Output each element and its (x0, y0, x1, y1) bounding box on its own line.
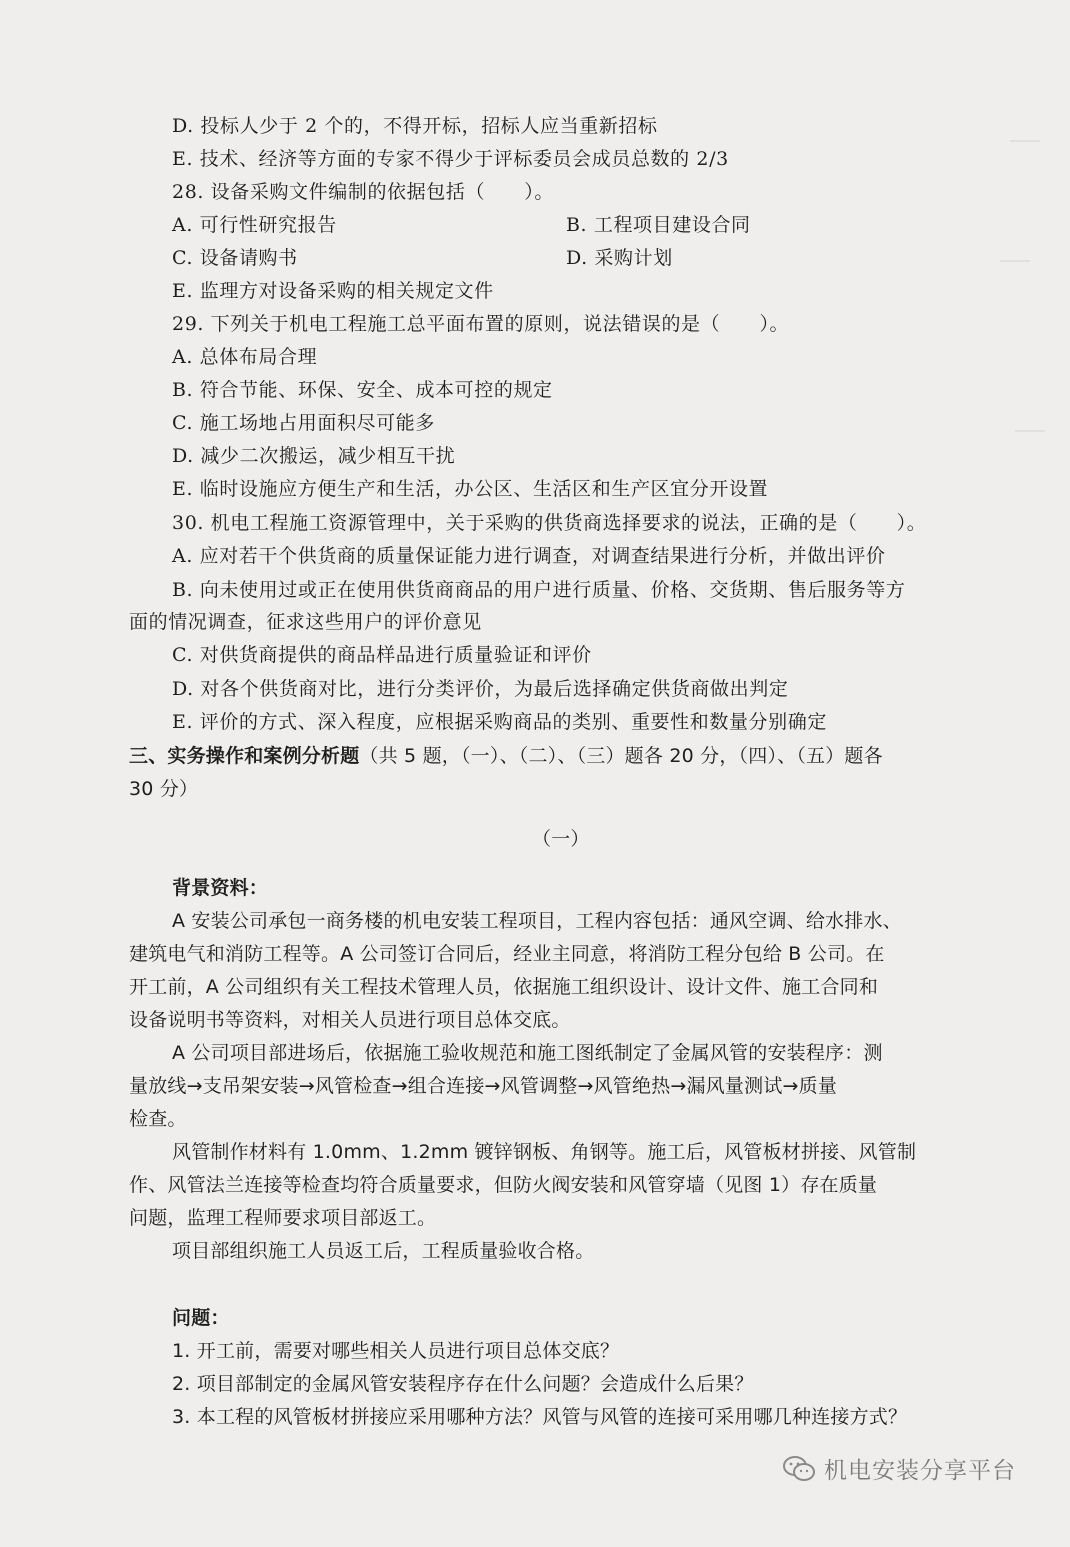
q29-option-e: E. 临时设施应方便生产和生活，办公区、生活区和生产区宜分开设置 (172, 478, 769, 500)
background-para2-line1: A 公司项目部进场后，依据施工验收规范和施工图纸制定了金属风管的安装程序：测 (172, 1042, 883, 1064)
background-para3-line1: 风管制作材料有 1.0mm、1.2mm 镀锌钢板、角钢等。施工后，风管板材拼接、风管制 (172, 1141, 917, 1163)
section-title-main: 三、实务操作和案例分析题 (129, 745, 360, 767)
section-title (129, 743, 883, 769)
question-2: 2. 项目部制定的金属风管安装程序存在什么问题？会造成什么后果？ (172, 1373, 754, 1395)
background-para1-line1: A 安装公司承包一商务楼的机电安装工程项目，工程内容包括：通风空调、给水排水、 (172, 910, 902, 932)
q30-option-b-line2: 面的情况调查，征求这些用户的评价意见 (129, 611, 482, 633)
q30-option-a: A. 应对若干个供货商的质量保证能力进行调查，对调查结果进行分析，并做出评价 (172, 545, 886, 567)
case-number: （一） (532, 828, 590, 850)
q28-stem: 28. 设备采购文件编制的依据包括（ ）。 (172, 181, 554, 203)
q27-option-e: E. 技术、经济等方面的专家不得少于评标委员会成员总数的 2/3 (172, 148, 729, 170)
q29-option-b: B. 符合节能、环保、安全、成本可控的规定 (172, 379, 553, 401)
q29-stem: 29. 下列关于机电工程施工总平面布置的原则，说法错误的是（ ）。 (172, 313, 790, 335)
background-para2-line2: 量放线→支吊架安装→风管检查→组合连接→风管调整→风管绝热→漏风量测试→质量 (129, 1075, 838, 1097)
background-para4-line1: 项目部组织施工人员返工后，工程质量验收合格。 (172, 1240, 595, 1262)
q29-option-d: D. 减少二次搬运，减少相互干扰 (172, 445, 456, 467)
q28-option-a: A. 可行性研究报告 (172, 214, 337, 236)
watermark (782, 1452, 1016, 1485)
q30-option-c: C. 对供货商提供的商品样品进行质量验证和评价 (172, 644, 592, 666)
q30-option-b-line1: B. 向未使用过或正在使用供货商商品的用户进行质量、价格、交货期、售后服务等方 (172, 579, 906, 601)
q30-option-e: E. 评价的方式、深入程度，应根据采购商品的类别、重要性和数量分别确定 (172, 711, 827, 733)
watermark-text: 机电安装分享平台 (824, 1458, 1016, 1484)
background-para3-line3: 问题，监理工程师要求项目部返工。 (129, 1207, 437, 1229)
q29-option-a: A. 总体布局合理 (172, 346, 318, 368)
bleed-mark (1010, 140, 1040, 142)
section-title-continued: 30 分） (129, 778, 199, 800)
section-title-detail: （共 5 题，（一）、（二）、（三）题各 20 分，（四）、（五）题各 (359, 745, 883, 767)
q28-option-c: C. 设备请购书 (172, 247, 298, 269)
background-para1-line2: 建筑电气和消防工程等。A 公司签订合同后，经业主同意，将消防工程分包给 B 公司。在 (129, 943, 885, 965)
bleed-mark (1015, 430, 1045, 432)
question-1: 1. 开工前，需要对哪些相关人员进行项目总体交底？ (172, 1340, 620, 1362)
q28-option-e: E. 监理方对设备采购的相关规定文件 (172, 280, 494, 302)
background-para1-line3: 开工前，A 公司组织有关工程技术管理人员，依据施工组织设计、设计文件、施工合同和 (129, 976, 879, 998)
q28-option-b: B. 工程项目建设合同 (566, 214, 751, 236)
background-para3-line2: 作、风管法兰连接等检查均符合质量要求，但防火阀安装和风管穿墙（见图 1）存在质量 (129, 1174, 878, 1196)
background-para2-line3: 检查。 (129, 1108, 187, 1130)
questions-label: 问题： (172, 1307, 230, 1329)
question-3: 3. 本工程的风管板材拼接应采用哪种方法？风管与风管的连接可采用哪几种连接方式？ (172, 1406, 908, 1428)
wechat-icon (782, 1455, 816, 1483)
background-label: 背景资料： (172, 877, 269, 899)
background-para1-line4: 设备说明书等资料，对相关人员进行项目总体交底。 (129, 1009, 571, 1031)
q30-stem: 30. 机电工程施工资源管理中，关于采购的供货商选择要求的说法，正确的是（ ）。 (172, 512, 927, 534)
bleed-mark (1000, 260, 1030, 262)
q29-option-c: C. 施工场地占用面积尽可能多 (172, 412, 435, 434)
q28-option-d: D. 采购计划 (566, 247, 673, 269)
q30-option-d: D. 对各个供货商对比，进行分类评价，为最后选择确定供货商做出判定 (172, 678, 789, 700)
q27-option-d: D. 投标人少于 2 个的，不得开标，招标人应当重新招标 (172, 115, 658, 137)
